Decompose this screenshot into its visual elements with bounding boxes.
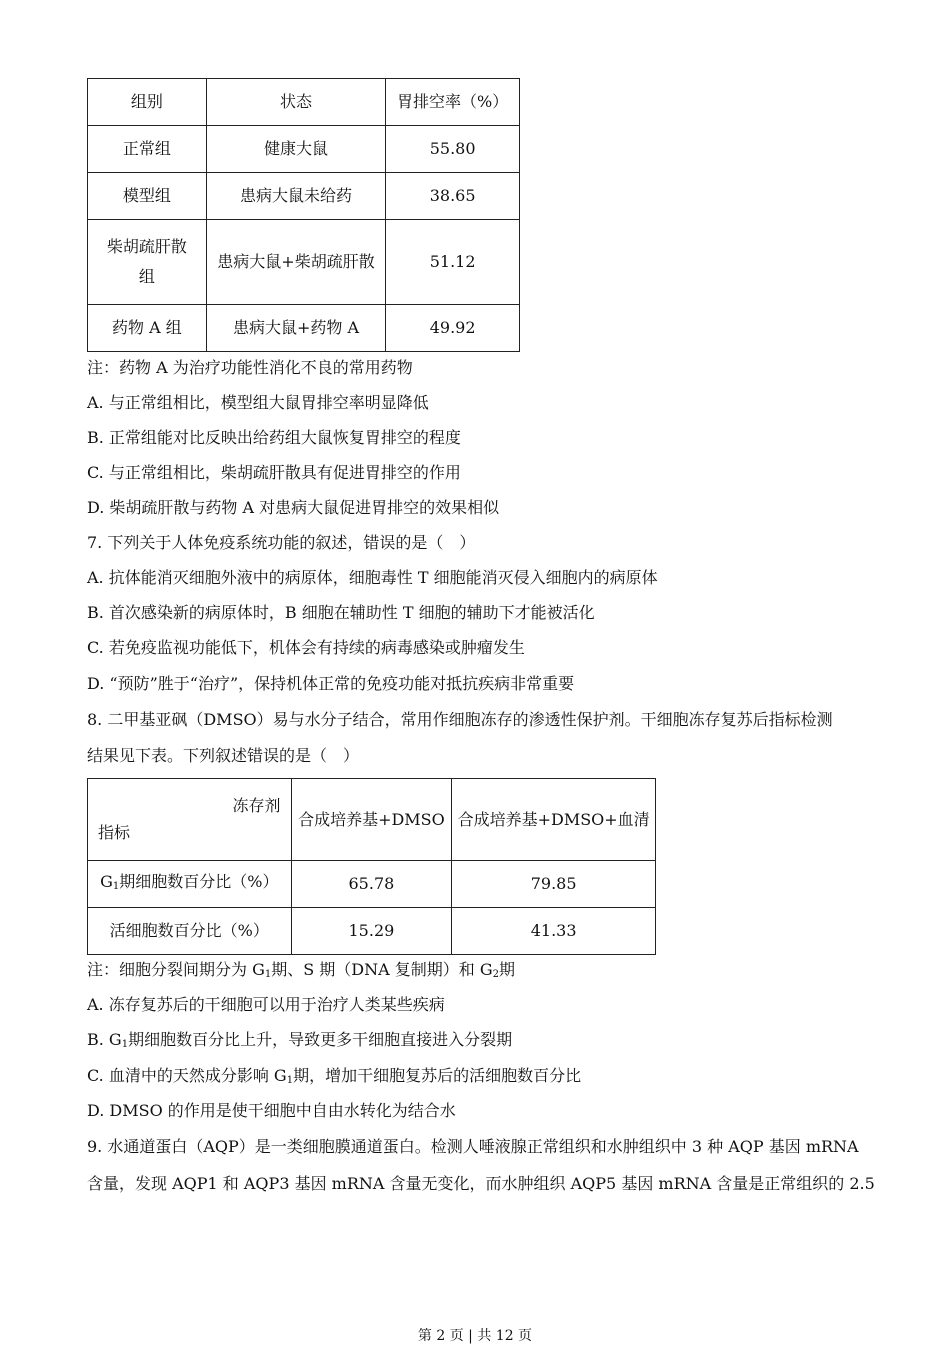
option-a: A. 抗体能消灭细胞外液中的病原体，细胞毒性 T 细胞能消灭侵入细胞内的病原体 (87, 568, 658, 587)
table-cell: 15.29 (291, 908, 452, 955)
table-cell: 患病大鼠未给药 (206, 173, 386, 220)
table-cell: 患病大鼠+药物 A (206, 305, 386, 352)
table-row (88, 173, 520, 220)
option-b: B. $G_1$期细胞数百分比上升，导致更多干细胞直接进入分裂期 (87, 1030, 513, 1050)
table-header-cell: 组别 (88, 79, 207, 126)
table-row (88, 305, 520, 352)
table-row (88, 861, 656, 908)
option-a: A. 冻存复苏后的干细胞可以用于治疗人类某些疾病 (87, 995, 445, 1014)
option-c: C. 若免疫监视功能低下，机体会有持续的病毒感染或肿瘤发生 (87, 638, 525, 657)
table-cell: 柴胡疏肝散组 (88, 220, 207, 305)
table-cell: 79.85 (452, 861, 656, 908)
table-cell: 健康大鼠 (206, 126, 386, 173)
option-b: B. 正常组能对比反映出给药组大鼠恢复胃排空的程度 (87, 428, 461, 447)
option-c: C. 与正常组相比，柴胡疏肝散具有促进胃排空的作用 (87, 463, 461, 482)
table-cell: 65.78 (291, 861, 452, 908)
gastric-emptying-table (87, 78, 520, 352)
question-stem: 7. 下列关于人体免疫系统功能的叙述，错误的是（ ） (87, 533, 476, 552)
option-d: D. 柴胡疏肝散与药物 A 对患病大鼠促进胃排空的效果相似 (87, 498, 500, 517)
table-row (88, 220, 520, 305)
table-corner-cell (88, 779, 292, 861)
table-note: 注：细胞分裂间期分为 $G_1$期、S 期（DNA 复制期）和 $G_2$期 (87, 960, 516, 980)
table-cell: 模型组 (88, 173, 207, 220)
table-row (88, 126, 520, 173)
table-header-row (88, 779, 656, 861)
table-header-row (88, 79, 520, 126)
table-header-cell: 合成培养基+DMSO+血清 (452, 779, 656, 861)
question-stem: 9. 水通道蛋白（AQP）是一类细胞膜通道蛋白。检测人唾液腺正常组织和水肿组织中 3 种 AQP 基因 mRNA (87, 1137, 859, 1156)
table-header-cell: 合成培养基+DMSO (291, 779, 452, 861)
table-row (88, 908, 656, 955)
table-cell: 55.80 (386, 126, 520, 173)
table-header-cell: 状态 (206, 79, 386, 126)
corner-header-top: 冻存剂 (232, 796, 281, 815)
table-cell: 药物 A 组 (88, 305, 207, 352)
table-cell: 49.92 (386, 305, 520, 352)
table-cell: 41.33 (452, 908, 656, 955)
stem-cell-table (87, 778, 656, 955)
table-cell: 51.12 (386, 220, 520, 305)
question-stem: 8. 二甲基亚砜（DMSO）易与水分子结合，常用作细胞冻存的渗透性保护剂。干细胞冻存复苏后指标检测 (87, 710, 833, 729)
question-stem-continued: 含量，发现 AQP1 和 AQP3 基因 mRNA 含量无变化，而水肿组织 AQP5 基因 mRNA 含量是正常组织的 2.5 (87, 1174, 875, 1193)
page-footer: 第 2 页 | 共 12 页 (417, 1328, 533, 1344)
table-cell: 患病大鼠+柴胡疏肝散 (206, 220, 386, 305)
table-note: 注：药物 A 为治疗功能性消化不良的常用药物 (87, 358, 413, 377)
table-row-label: $G_1$期细胞数百分比（%） (88, 861, 292, 908)
option-c: C. 血清中的天然成分影响 $G_1$期，增加干细胞复苏后的活细胞数百分比 (87, 1066, 582, 1086)
option-d: D. DMSO 的作用是使干细胞中自由水转化为结合水 (87, 1101, 456, 1120)
table-row-label: 活细胞数百分比（%） (88, 908, 292, 955)
option-b: B. 首次感染新的病原体时，B 细胞在辅助性 T 细胞的辅助下才能被活化 (87, 603, 595, 622)
option-d: D. “预防”胜于“治疗”，保持机体正常的免疫功能对抵抗疾病非常重要 (87, 674, 575, 693)
corner-header-bottom: 指标 (98, 823, 131, 842)
option-a: A. 与正常组相比，模型组大鼠胃排空率明显降低 (87, 393, 429, 412)
question-stem-continued: 结果见下表。下列叙述错误的是（ ） (87, 746, 360, 765)
table-header-cell: 胃排空率（%） (386, 79, 520, 126)
table-cell: 正常组 (88, 126, 207, 173)
table-cell: 38.65 (386, 173, 520, 220)
